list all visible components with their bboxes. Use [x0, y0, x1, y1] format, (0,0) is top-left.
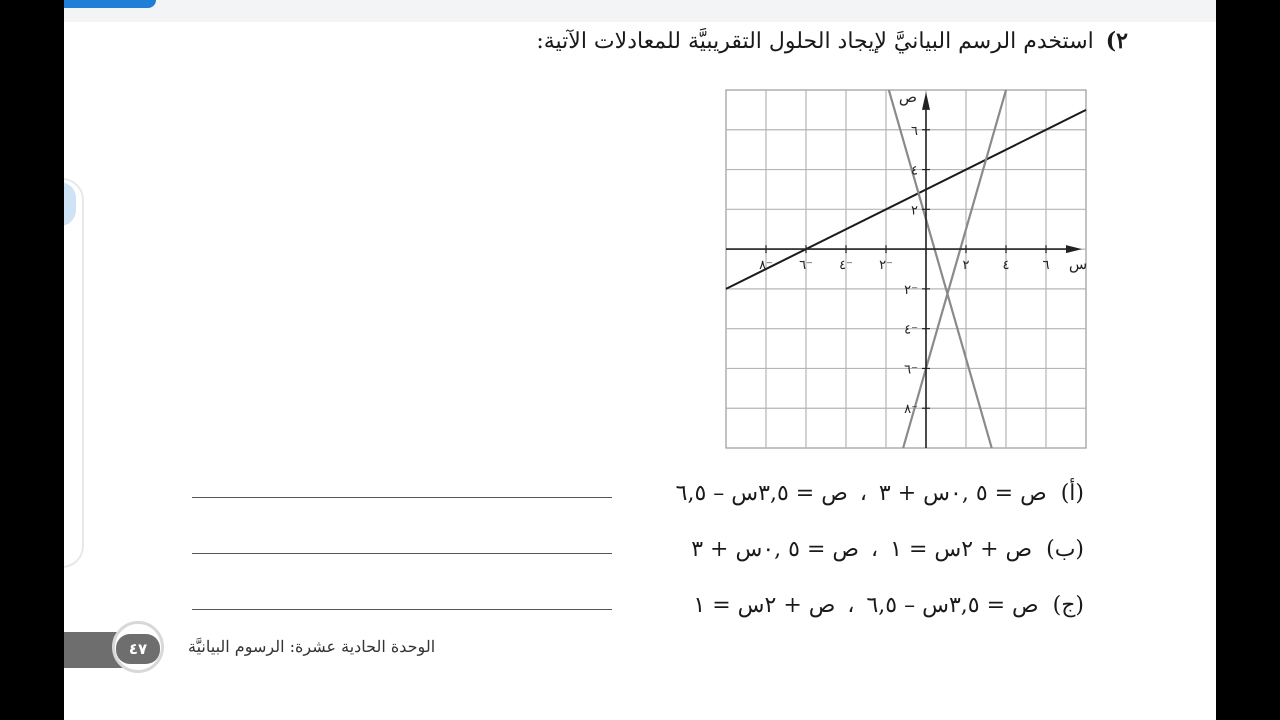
equation-separator: ، — [847, 593, 855, 618]
y-tick-label: ٤⁻ — [904, 322, 918, 338]
question-prompt — [536, 28, 1128, 54]
side-panel-handle[interactable] — [64, 178, 84, 568]
grid-frame — [726, 90, 1086, 448]
x-axis-label: س — [1068, 255, 1088, 274]
equation-row-b — [691, 537, 1084, 562]
x-tick-label: ٤⁻ — [839, 258, 853, 274]
x-tick-label: ٦⁻ — [799, 258, 813, 274]
equation-first: ص = ٣,٥س – ٦,٥ — [866, 593, 1039, 618]
x-tick-label: ٢⁻ — [879, 258, 893, 274]
page-number: ٤٧ — [128, 640, 148, 658]
y-axis-label: ص — [898, 88, 918, 106]
equation-second: ص = ٣,٥س – ٦,٥ — [675, 481, 848, 506]
coordinate-graph — [724, 88, 1088, 450]
equation-label: (أ) — [1060, 481, 1084, 506]
worksheet-page — [64, 0, 1216, 720]
equation-label: (ب) — [1046, 537, 1084, 562]
y-tick-label: ٦ — [911, 123, 918, 139]
y-tick-label: ٦⁻ — [904, 362, 918, 378]
x-tick-label: ٦ — [1042, 258, 1050, 274]
y-tick-label: ٢⁻ — [904, 282, 918, 298]
x-tick-label: ٤ — [1002, 258, 1010, 274]
equation-separator: ، — [871, 537, 879, 562]
equation-second: ص = ٥ ,٠س + ٣ — [691, 537, 860, 562]
top-band — [64, 0, 1216, 22]
equation-row-a — [676, 481, 1084, 506]
y-tick-label: ٢ — [911, 203, 918, 219]
unit-title: الوحدة الحادية عشرة: الرسوم البيانيَّة — [188, 637, 436, 656]
equation-row-c — [693, 593, 1084, 618]
x-tick-label: ٢ — [962, 258, 970, 274]
equation-separator: ، — [859, 481, 867, 506]
y-tick-label: ٨⁻ — [904, 402, 918, 418]
equation-first: ص = ٥ ,٠س + ٣ — [878, 481, 1047, 506]
answer-line-c[interactable] — [192, 609, 612, 610]
graph-grid — [726, 90, 1086, 448]
top-tab — [64, 0, 156, 8]
answer-line-a[interactable] — [192, 497, 612, 498]
question-text: استخدم الرسم البيانيَّ لإيجاد الحلول التقريبيَّة للمعادلات الآتية: — [536, 29, 1094, 54]
answer-line-b[interactable] — [192, 553, 612, 554]
x-tick-label: ٨⁻ — [759, 258, 773, 274]
equation-second: ص + ٢س = ١ — [693, 593, 836, 618]
y-tick-label: ٤ — [911, 163, 918, 179]
question-number: ٢) — [1105, 28, 1128, 54]
equation-label: (ج) — [1052, 593, 1084, 618]
equation-first: ص + ٢س = ١ — [890, 537, 1033, 562]
